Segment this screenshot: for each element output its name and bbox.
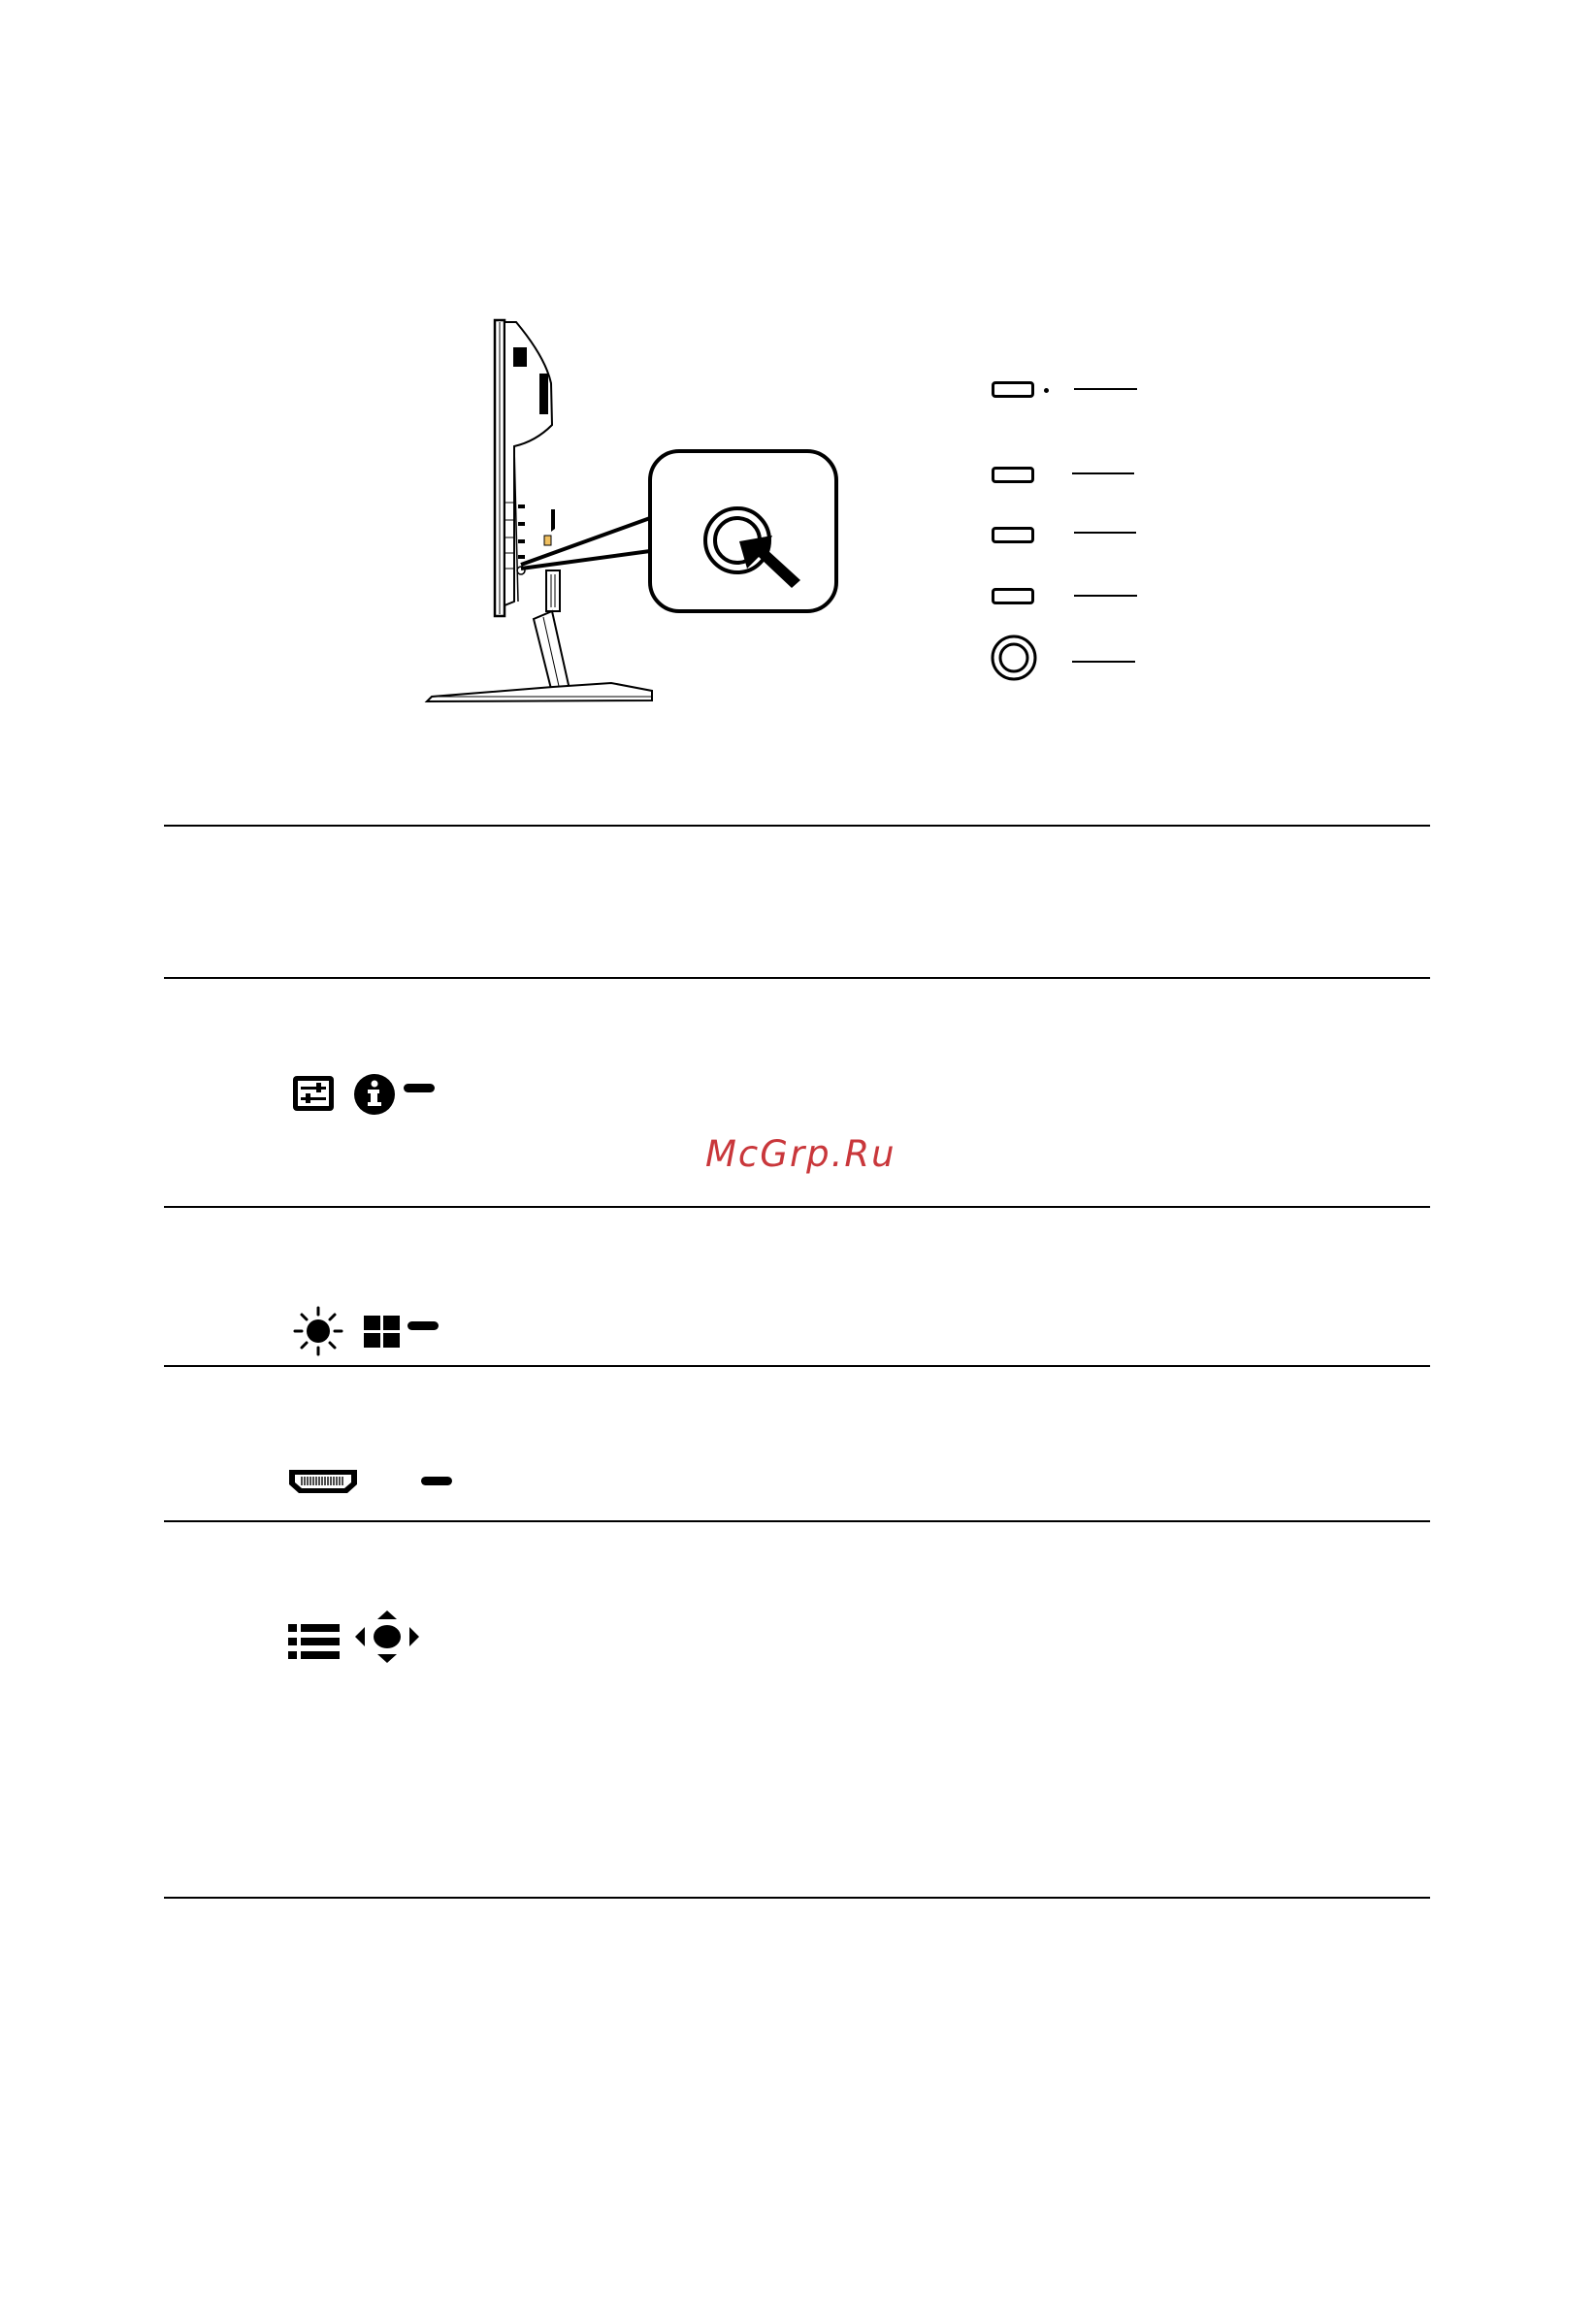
adjust-icon <box>291 1074 336 1113</box>
button-key-3 <box>992 527 1034 543</box>
watermark: McGrp.Ru <box>705 1133 896 1175</box>
navigation-icon <box>354 1610 420 1664</box>
table-rule-1 <box>164 825 1430 827</box>
table-rule-3 <box>164 1206 1430 1208</box>
hdmi-icon <box>287 1467 359 1496</box>
button-key-1-leader <box>1074 388 1137 390</box>
table-rule-6 <box>164 1897 1430 1899</box>
button-key-2-leader <box>1072 472 1134 474</box>
row3-dash <box>421 1477 452 1485</box>
monitor-side-view-illustration <box>407 310 854 718</box>
stand-neck <box>546 570 560 611</box>
joystick-callout <box>650 451 836 611</box>
button-key-4 <box>992 588 1034 604</box>
table-rule-5 <box>164 1520 1430 1522</box>
row1-dash <box>404 1084 435 1092</box>
button-key-4-leader <box>1074 595 1137 597</box>
power-led-dot <box>1044 388 1049 393</box>
view-mode-icon <box>363 1315 402 1350</box>
button-key-3-leader <box>1074 532 1136 534</box>
brightness-icon <box>293 1306 343 1356</box>
stand-base <box>427 683 652 701</box>
button-key-1 <box>992 381 1034 398</box>
row2-dash <box>407 1321 439 1330</box>
menu-list-icon <box>287 1623 342 1660</box>
table-rule-4 <box>164 1365 1430 1367</box>
joystick-key-leader <box>1072 661 1135 663</box>
table-rule-2 <box>164 977 1430 979</box>
joystick-key-icon <box>990 634 1038 682</box>
button-key-2 <box>992 467 1034 483</box>
info-icon <box>353 1073 398 1116</box>
